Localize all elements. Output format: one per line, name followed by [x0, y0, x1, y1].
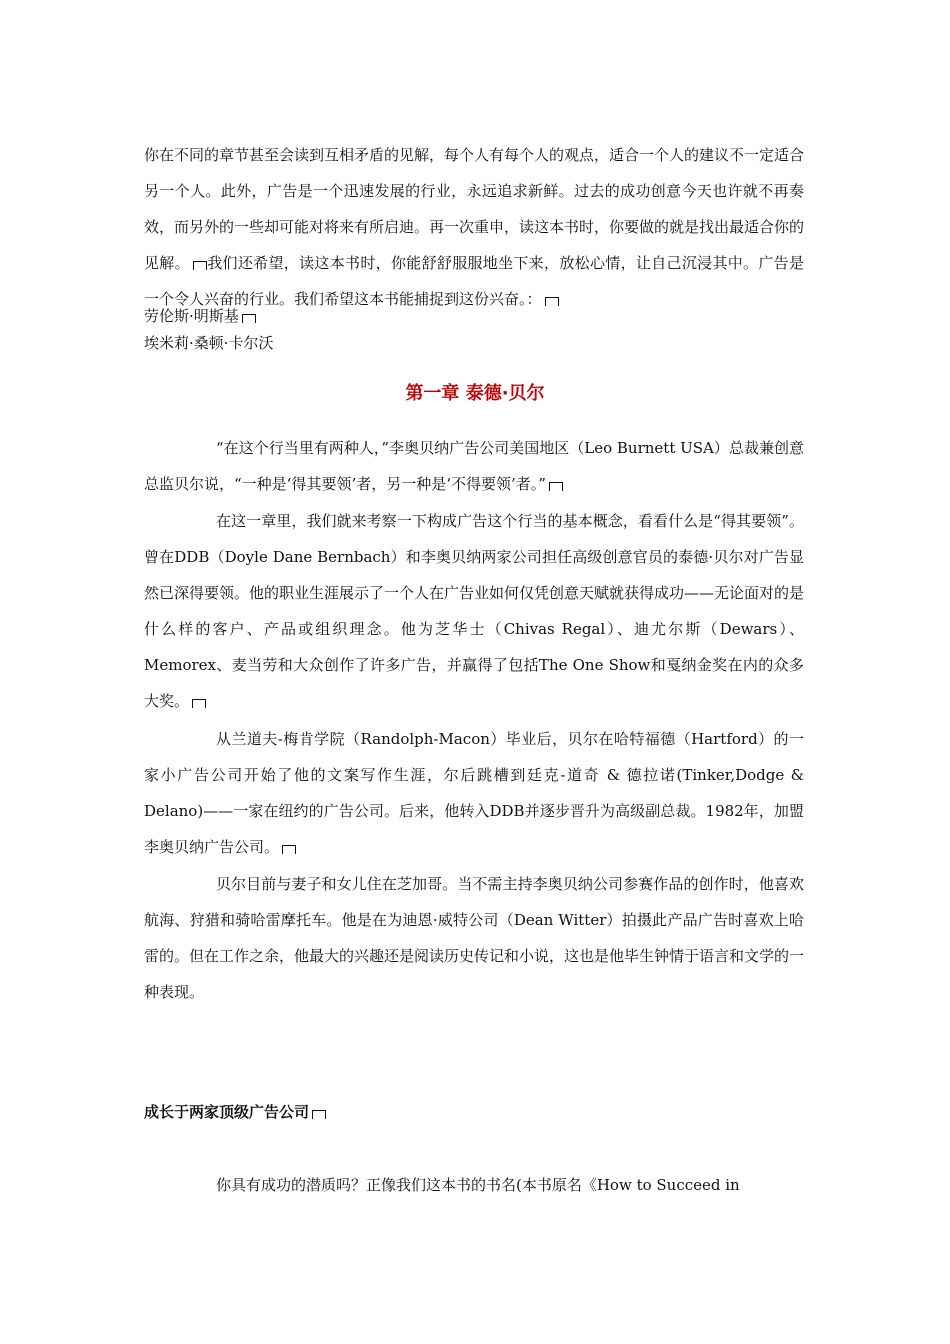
intro-text-a: 你在不同的章节甚至会读到互相矛盾的见解，每个人有每个人的观点，适合一个人的建议不一定适合另一个人。此外，广告是一个迅速发展的行业，永远追求新鲜。过去的成功创意今天也许就不再奏效，而另外的一些却可能对将来有所启迪。再一次重申，读这本书时，你要做的就是找出最适合你的见解。 — [144, 146, 805, 272]
paragraph-mark-icon — [549, 482, 563, 491]
paragraph-mark-icon — [192, 699, 206, 708]
body-paragraph-2 — [144, 503, 804, 719]
author-name-1: 劳伦斯·明斯基 — [144, 307, 239, 325]
body-text-1: “在这个行当里有两种人，”李奥贝纳广告公司美国地区（Leo Burnett USA）总裁兼创意总监贝尔说，“一种是‘得其要领’者，另一种是‘不得要领’者。” — [144, 439, 804, 493]
body-text-2: 在这一章里，我们就来考察一下构成广告这个行当的基本概念，看看什么是“得其要领”。曾在DDB（Doyle Dane Bernbach）和李奥贝纳两家公司担任高级创意官员的泰德·贝尔对广告显然已深得要领。他的职业生涯展示了一个人在广告业如何仅凭创意天赋就获得成功——无论面对的是什么样的客户、产品或组织理念。他为芝华士（Chivas Regal）、迪尤尔斯（Dewars）、Memorex、麦当劳和大众创作了许多广告，并赢得了包括The One Show和戛纳金奖在内的众多大奖。 — [144, 512, 805, 710]
body-paragraph-4 — [144, 866, 804, 1010]
section-paragraph-1 — [144, 1167, 804, 1203]
paragraph-mark-icon — [242, 314, 256, 323]
section-text-1: 你具有成功的潜质吗？正像我们这本书的书名(本书原名《How to Succeed in — [216, 1176, 740, 1194]
paragraph-mark-icon — [545, 297, 559, 306]
author-name-2: 埃米莉·桑顿·卡尔沃 — [144, 334, 274, 352]
intro-paragraph — [144, 137, 804, 317]
section-heading-text: 成长于两家顶级广告公司 — [144, 1103, 310, 1121]
author-line-2 — [144, 325, 274, 361]
body-paragraph-3 — [144, 721, 804, 865]
body-text-4: 贝尔目前与妻子和女儿住在芝加哥。当不需主持李奥贝纳公司参赛作品的创作时，他喜欢航海、狩猎和骑哈雷摩托车。他是在为迪恩·威特公司（Dean Witter）拍摄此产品广告时喜欢上哈雷的。但在工作之余，他最大的兴趣还是阅读历史传记和小说，这也是他毕生钟情于语言和文学的一种表现。 — [144, 875, 805, 1001]
section-heading — [144, 1094, 326, 1130]
body-text-3: 从兰道夫-梅肯学院（Randolph-Macon）毕业后，贝尔在哈特福德（Hartford）的一家小广告公司开始了他的文案写作生涯，尔后跳槽到廷克-道奇 & 德拉诺(Tinker,Dodge & Delano)——一家在纽约的广告公司。后来，他转入DDB并逐步晋升为高级副总裁。1982年，加盟李奥贝纳广告公司。 — [144, 730, 804, 856]
paragraph-mark-icon — [312, 1110, 326, 1119]
chapter-title: 第一章 泰德·贝尔 — [405, 383, 545, 404]
paragraph-mark-icon — [193, 261, 207, 270]
intro-text-b: 我们还希望，读这本书时，你能舒舒服服地坐下来，放松心情，让自己沉浸其中。广告是一个令人兴奋的行业。我们希望这本书能捕捉到这份兴奋。： — [144, 254, 804, 308]
paragraph-mark-icon — [282, 845, 296, 854]
body-paragraph-1 — [144, 430, 804, 502]
